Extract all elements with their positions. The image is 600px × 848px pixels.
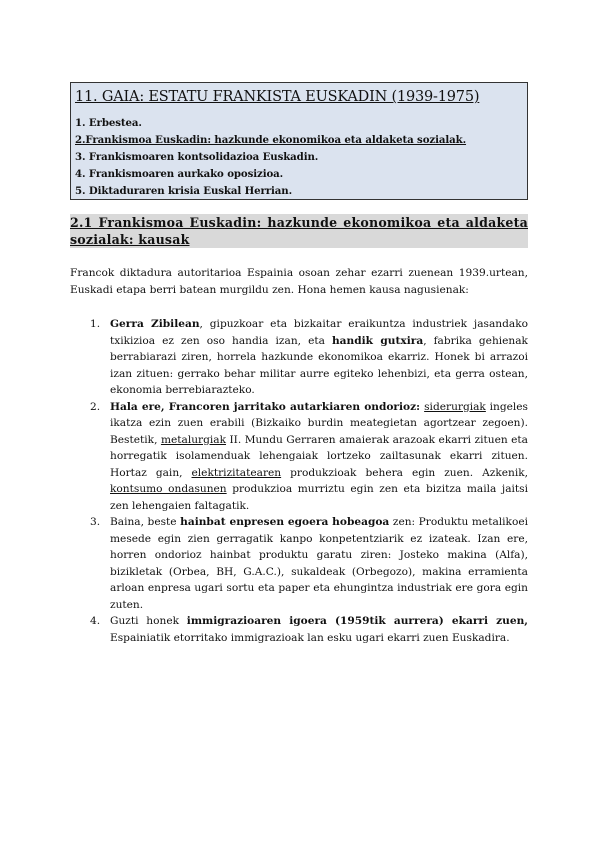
underlined-term: siderurgiak xyxy=(424,400,486,413)
list-number: 1. xyxy=(90,318,101,330)
list-number: 2. xyxy=(90,400,101,413)
topic-item-5: 5. Diktaduraren krisia Euskal Herrian. xyxy=(75,185,293,197)
list-number: 4. xyxy=(90,615,101,627)
topic-summary-box xyxy=(70,82,528,200)
list-item xyxy=(70,399,528,515)
list-number: 3. xyxy=(90,516,101,528)
topic-title: 11. GAIA: ESTATU FRANKISTA EUSKADIN (1939-1975) xyxy=(75,89,480,105)
list-item xyxy=(70,514,528,613)
bold-phrase: Gerra Zibilean xyxy=(110,318,200,330)
causes-list xyxy=(70,316,528,646)
list-item xyxy=(70,316,528,399)
intro-paragraph: Francok diktadura autoritarioa Espainia osoan zehar ezarri zuenean 1939.urtean, Euskadi etapa berri batean murgildu zen. Hona hemen kausa nagusienak: xyxy=(70,267,528,296)
text-run: Espainiatik etorritako immigrazioak lan esku ugari ekarri zuen Euskadira. xyxy=(110,631,510,644)
text-run: produkzioa murriztu egin zen eta bizitza maila jaitsi zen lehengaien faltagatik. xyxy=(110,483,528,512)
list-item xyxy=(70,613,528,646)
underlined-term: elektrizitatearen xyxy=(191,466,282,479)
text-run: , gipuzkoar eta bizkaitar eraikuntza industriek jasandako txikizioa ez zen oso handia izan, eta xyxy=(110,318,528,347)
text-run: Guzti honek xyxy=(110,615,187,627)
text-run: , fabrika gehienak berrabiarazi ziren, horrela hazkunde ekonomikoa ekarriz. Honek bi arrazoi izan zituen: gerrako behar militar aurre egiteko lehenbizi, eta gerra ostean, ekonomia berrebiarazteko. xyxy=(110,334,528,396)
section-heading: 2.1 Frankismoa Euskadin: hazkunde ekonomikoa eta aldaketa sozialak: kausak xyxy=(70,215,528,247)
underlined-term: metalurgiak xyxy=(160,433,227,446)
text-run: II. Mundu Gerraren amaierak arazoak ekarri zituen eta horregatik isolamenduak lehengaiak lortzeko zailtasunak ekarri zituen. Hortaz gain, xyxy=(110,433,528,479)
bold-phrase: immigrazioaren igoera (1959tik aurrera) ekarri zuen, xyxy=(186,615,528,627)
topic-item-3: 3. Frankismoaren kontsolidazioa Euskadin. xyxy=(75,151,319,163)
text-run: produkzioak behera egin zuen. Azkenik, xyxy=(281,466,529,479)
bold-phrase: hainbat enpresen egoera hobeagoa xyxy=(180,516,390,528)
bold-phrase: Hala ere, Francoren jarritako autarkiaren ondorioz: xyxy=(110,400,425,413)
bold-phrase: handik gutxira xyxy=(331,334,424,347)
topic-item-2: 2.Frankismoa Euskadin: hazkunde ekonomikoa eta aldaketa sozialak. xyxy=(75,134,467,146)
text-run: Baina, beste xyxy=(110,516,181,528)
topic-item-1: 1. Erbestea. xyxy=(75,117,142,129)
topic-item-4: 4. Frankismoaren aurkako oposizioa. xyxy=(75,168,284,180)
text-run: ingeles ikatza ezin zuen erabili (Bizkaiko burdin meategietan agortzear zegoen). Bestetik, xyxy=(110,400,528,446)
underlined-term: kontsumo ondasunen xyxy=(110,483,227,495)
text-run: zen: Produktu metalikoei mesede egin zien gerragatik kanpo konpetentziarik ez izateak. Izan ere, horren ondorioz hainbat produktu garatu ziren: Josteko makina (Alfa), bizikletak (Orbea, BH, G.A.C.), sukaldeak (Orbegozo), makina erramienta arloan enpresa ugari sortu eta paper eta ehungintza industriak ere gora egin zuten. xyxy=(110,516,529,611)
